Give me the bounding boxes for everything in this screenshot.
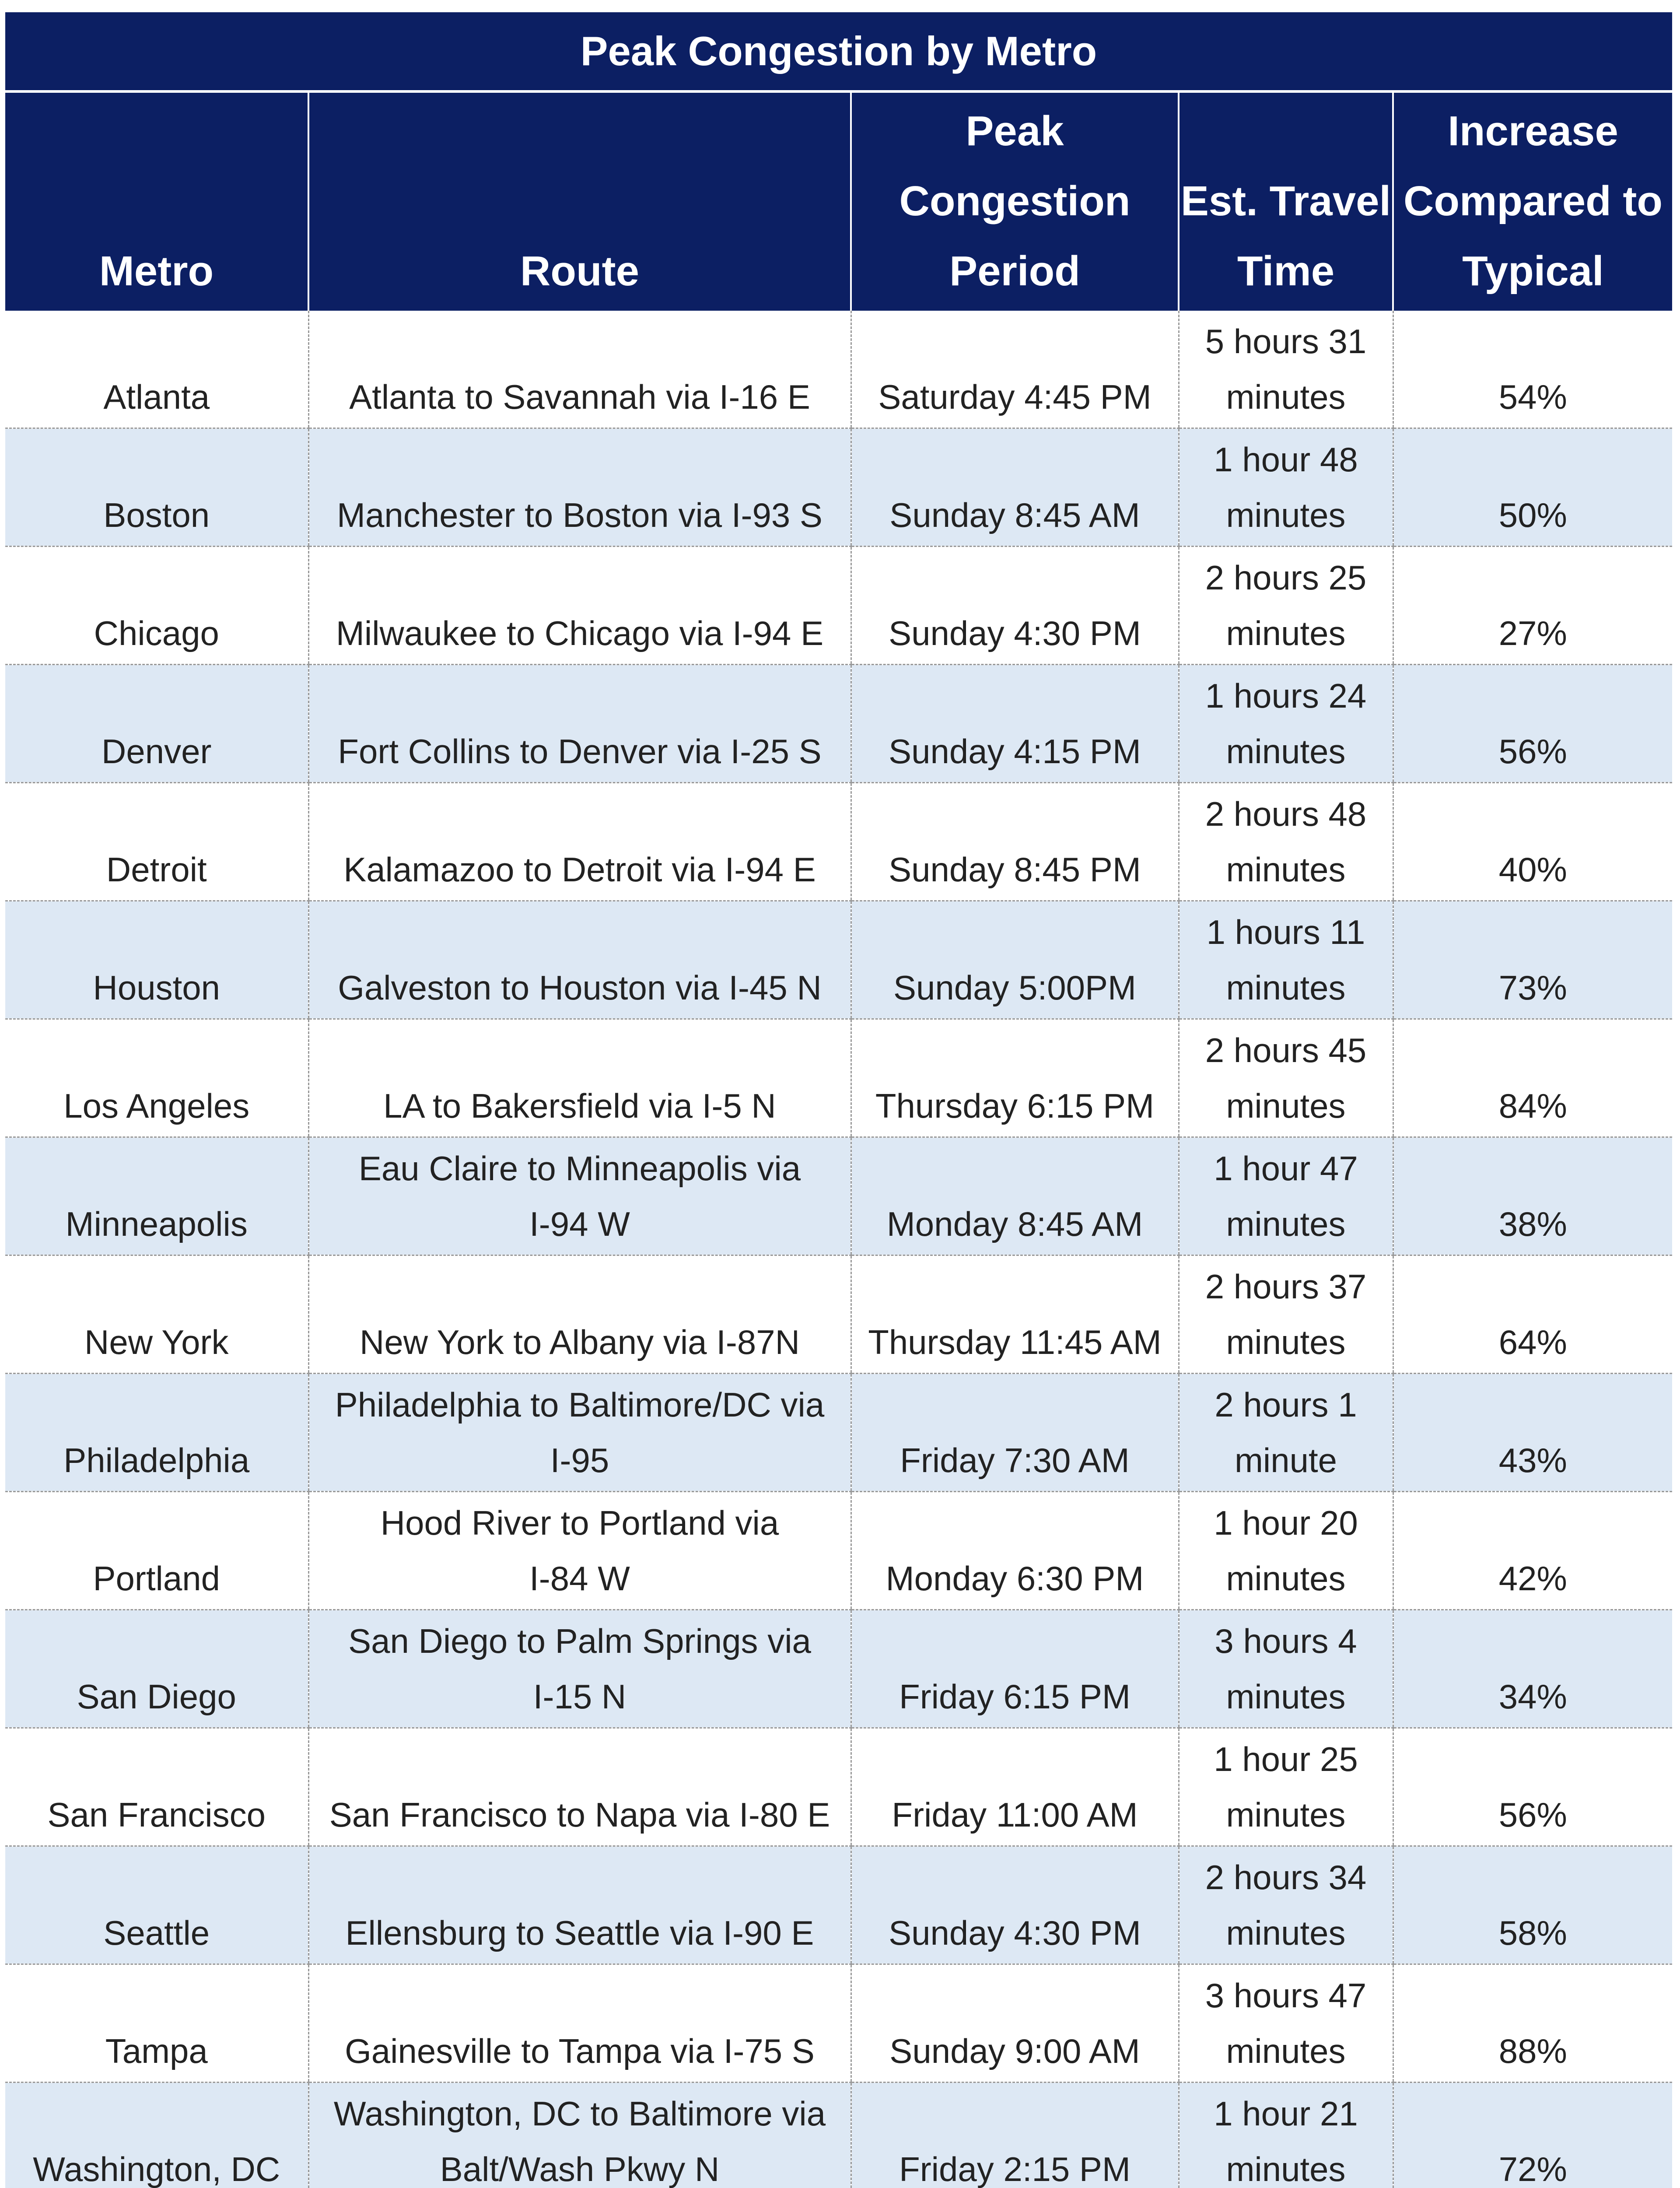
table-row	[5, 901, 1672, 1019]
cell-increase	[1393, 1846, 1672, 1964]
table-row	[5, 1137, 1672, 1255]
cell-increase	[1393, 1374, 1672, 1492]
travel-time-text: minutes	[1180, 369, 1393, 425]
travel-time-text: 2 hours 34	[1180, 1850, 1393, 1905]
cell-metro	[5, 1019, 308, 1137]
metro-text: San Diego	[5, 1669, 308, 1725]
table-row	[5, 311, 1672, 428]
period-text: Thursday 11:45 AM	[852, 1315, 1178, 1370]
increase-text: 50%	[1394, 487, 1673, 543]
period-text: Sunday 4:30 PM	[852, 1905, 1178, 1961]
cell-travel-time	[1179, 428, 1393, 547]
cell-increase	[1393, 1019, 1672, 1137]
increase-text: 43%	[1394, 1433, 1673, 1488]
travel-time-text: 3 hours 47	[1180, 1968, 1393, 2023]
route-text: New York to Albany via I-87N	[309, 1315, 850, 1370]
cell-metro	[5, 547, 308, 665]
cell-travel-time	[1179, 1019, 1393, 1137]
travel-time-text: minutes	[1180, 960, 1393, 1016]
header-period-line: Period	[949, 248, 1080, 295]
metro-text: Houston	[5, 960, 308, 1016]
cell-increase	[1393, 547, 1672, 665]
period-text: Friday 2:15 PM	[852, 2142, 1178, 2188]
cell-travel-time	[1179, 665, 1393, 783]
route-text: Milwaukee to Chicago via I-94 E	[309, 606, 850, 661]
route-text: Atlanta to Savannah via I-16 E	[309, 369, 850, 425]
cell-route	[308, 1137, 851, 1255]
cell-travel-time	[1179, 1846, 1393, 1964]
table-row	[5, 1255, 1672, 1374]
table-row	[5, 1964, 1672, 2083]
cell-travel-time	[1179, 783, 1393, 901]
cell-travel-time	[1179, 901, 1393, 1019]
route-text: Balt/Wash Pkwy N	[309, 2142, 850, 2188]
period-text: Thursday 6:15 PM	[852, 1078, 1178, 1134]
cell-route	[308, 1728, 851, 1846]
cell-increase	[1393, 1255, 1672, 1374]
cell-route	[308, 1492, 851, 1610]
table-row	[5, 1019, 1672, 1137]
period-text: Friday 6:15 PM	[852, 1669, 1178, 1725]
travel-time-text: 2 hours 25	[1180, 550, 1393, 606]
metro-text: Los Angeles	[5, 1078, 308, 1134]
route-text: Ellensburg to Seattle via I-90 E	[309, 1905, 850, 1961]
cell-metro	[5, 1374, 308, 1492]
travel-time-text: minutes	[1180, 2142, 1393, 2188]
table-row	[5, 1374, 1672, 1492]
increase-text: 42%	[1394, 1551, 1673, 1606]
metro-text: Tampa	[5, 2023, 308, 2079]
cell-increase	[1393, 1728, 1672, 1846]
table-row	[5, 1728, 1672, 1846]
cell-travel-time	[1179, 1610, 1393, 1728]
increase-text: 54%	[1394, 369, 1673, 425]
table-title-row	[5, 12, 1672, 91]
cell-metro	[5, 901, 308, 1019]
route-text: Kalamazoo to Detroit via I-94 E	[309, 842, 850, 898]
metro-text: San Francisco	[5, 1787, 308, 1843]
cell-travel-time	[1179, 1255, 1393, 1374]
cell-metro	[5, 1610, 308, 1728]
cell-metro	[5, 1728, 308, 1846]
travel-time-text: 3 hours 4	[1180, 1613, 1393, 1669]
travel-time-text: 1 hours 24	[1180, 668, 1393, 724]
cell-route	[308, 1964, 851, 2083]
cell-increase	[1393, 783, 1672, 901]
travel-time-text: 5 hours 31	[1180, 314, 1393, 369]
header-period	[851, 91, 1179, 311]
cell-increase	[1393, 1492, 1672, 1610]
cell-increase	[1393, 2083, 1672, 2188]
route-text: San Diego to Palm Springs via	[309, 1613, 850, 1669]
cell-period	[851, 1728, 1179, 1846]
header-increase	[1393, 91, 1672, 311]
cell-route	[308, 1610, 851, 1728]
cell-period	[851, 2083, 1179, 2188]
route-text: Manchester to Boston via I-93 S	[309, 487, 850, 543]
table-row	[5, 428, 1672, 547]
travel-time-text: minutes	[1180, 842, 1393, 898]
cell-route	[308, 665, 851, 783]
increase-text: 56%	[1394, 1787, 1673, 1843]
period-text: Monday 6:30 PM	[852, 1551, 1178, 1606]
metro-text: Portland	[5, 1551, 308, 1606]
metro-text: Atlanta	[5, 369, 308, 425]
travel-time-text: 2 hours 1	[1180, 1377, 1393, 1433]
travel-time-text: minutes	[1180, 1078, 1393, 1134]
route-text: I-84 W	[309, 1551, 850, 1606]
header-travel-time-line: Est.	[1181, 178, 1258, 224]
travel-time-text: minutes	[1180, 1551, 1393, 1606]
travel-time-text: minutes	[1180, 487, 1393, 543]
table-row	[5, 1846, 1672, 1964]
route-text: Galveston to Houston via I-45 N	[309, 960, 850, 1016]
metro-text: Seattle	[5, 1905, 308, 1961]
cell-period	[851, 547, 1179, 665]
metro-text: Boston	[5, 487, 308, 543]
cell-increase	[1393, 665, 1672, 783]
header-increase-line: Compared to	[1404, 178, 1662, 224]
cell-period	[851, 783, 1179, 901]
cell-metro	[5, 783, 308, 901]
table-row	[5, 665, 1672, 783]
period-text: Sunday 8:45 AM	[852, 487, 1178, 543]
increase-text: 73%	[1394, 960, 1673, 1016]
table-row	[5, 1492, 1672, 1610]
travel-time-text: minutes	[1180, 1905, 1393, 1961]
cell-period	[851, 428, 1179, 547]
travel-time-text: 1 hour 48	[1180, 432, 1393, 487]
period-text: Sunday 5:00PM	[852, 960, 1178, 1016]
route-text: Philadelphia to Baltimore/DC via	[309, 1377, 850, 1433]
header-period-line: Congestion	[900, 178, 1130, 224]
route-text: Eau Claire to Minneapolis via	[309, 1141, 850, 1196]
cell-increase	[1393, 311, 1672, 428]
congestion-table	[5, 12, 1672, 2188]
increase-text: 88%	[1394, 2023, 1673, 2079]
header-increase-line: Typical	[1462, 248, 1604, 295]
increase-text: 72%	[1394, 2142, 1673, 2188]
increase-text: 38%	[1394, 1196, 1673, 1252]
cell-metro	[5, 2083, 308, 2188]
header-route	[308, 91, 851, 311]
cell-period	[851, 1610, 1179, 1728]
increase-text: 64%	[1394, 1315, 1673, 1370]
header-metro	[5, 91, 308, 311]
table-row	[5, 783, 1672, 901]
cell-period	[851, 1846, 1179, 1964]
travel-time-text: 2 hours 45	[1180, 1023, 1393, 1078]
cell-travel-time	[1179, 1137, 1393, 1255]
increase-text: 56%	[1394, 724, 1673, 779]
cell-metro	[5, 665, 308, 783]
travel-time-text: minute	[1180, 1433, 1393, 1488]
cell-metro	[5, 311, 308, 428]
period-text: Sunday 4:15 PM	[852, 724, 1178, 779]
travel-time-text: 1 hour 47	[1180, 1141, 1393, 1196]
metro-text: Washington, DC	[5, 2142, 308, 2188]
header-travel-time-line: Time	[1237, 248, 1334, 295]
cell-metro	[5, 1964, 308, 2083]
route-text: I-15 N	[309, 1669, 850, 1725]
cell-route	[308, 1019, 851, 1137]
increase-text: 84%	[1394, 1078, 1673, 1134]
cell-period	[851, 901, 1179, 1019]
cell-travel-time	[1179, 1964, 1393, 2083]
cell-route	[308, 1846, 851, 1964]
metro-text: Denver	[5, 724, 308, 779]
cell-period	[851, 311, 1179, 428]
cell-route	[308, 901, 851, 1019]
period-text: Saturday 4:45 PM	[852, 369, 1178, 425]
cell-increase	[1393, 428, 1672, 547]
table-row	[5, 2083, 1672, 2188]
cell-period	[851, 1964, 1179, 2083]
cell-increase	[1393, 1137, 1672, 1255]
travel-time-text: minutes	[1180, 1669, 1393, 1725]
cell-route	[308, 311, 851, 428]
period-text: Monday 8:45 AM	[852, 1196, 1178, 1252]
route-text: LA to Bakersfield via I-5 N	[309, 1078, 850, 1134]
cell-period	[851, 1255, 1179, 1374]
travel-time-text: minutes	[1180, 1196, 1393, 1252]
cell-increase	[1393, 1610, 1672, 1728]
route-text: San Francisco to Napa via I-80 E	[309, 1787, 850, 1843]
cell-period	[851, 1019, 1179, 1137]
table-row	[5, 547, 1672, 665]
cell-metro	[5, 1137, 308, 1255]
cell-route	[308, 1255, 851, 1374]
travel-time-text: 2 hours 48	[1180, 786, 1393, 842]
cell-route	[308, 783, 851, 901]
route-text: I-94 W	[309, 1196, 850, 1252]
congestion-sheet	[5, 12, 1672, 2188]
route-text: Hood River to Portland via	[309, 1495, 850, 1551]
cell-route	[308, 1374, 851, 1492]
cell-route	[308, 547, 851, 665]
header-period-line: Peak	[966, 108, 1064, 154]
increase-text: 40%	[1394, 842, 1673, 898]
metro-text: Detroit	[5, 842, 308, 898]
increase-text: 34%	[1394, 1669, 1673, 1725]
table-title: Peak Congestion by Metro	[5, 12, 1672, 91]
cell-travel-time	[1179, 1492, 1393, 1610]
travel-time-text: minutes	[1180, 1787, 1393, 1843]
cell-travel-time	[1179, 1374, 1393, 1492]
header-increase-line: Increase	[1448, 108, 1618, 154]
travel-time-text: 2 hours 37	[1180, 1259, 1393, 1315]
cell-period	[851, 1492, 1179, 1610]
travel-time-text: minutes	[1180, 606, 1393, 661]
header-metro-line: Metro	[99, 248, 214, 295]
travel-time-text: 1 hour 21	[1180, 2086, 1393, 2142]
cell-period	[851, 1137, 1179, 1255]
travel-time-text: 1 hour 25	[1180, 1732, 1393, 1787]
increase-text: 27%	[1394, 606, 1673, 661]
route-text: Gainesville to Tampa via I-75 S	[309, 2023, 850, 2079]
cell-metro	[5, 428, 308, 547]
cell-travel-time	[1179, 1728, 1393, 1846]
cell-metro	[5, 1846, 308, 1964]
period-text: Sunday 4:30 PM	[852, 606, 1178, 661]
metro-text: Philadelphia	[5, 1433, 308, 1488]
route-text: Fort Collins to Denver via I-25 S	[309, 724, 850, 779]
cell-travel-time	[1179, 2083, 1393, 2188]
metro-text: Minneapolis	[5, 1196, 308, 1252]
travel-time-text: minutes	[1180, 724, 1393, 779]
metro-text: New York	[5, 1315, 308, 1370]
period-text: Friday 11:00 AM	[852, 1787, 1178, 1843]
cell-travel-time	[1179, 547, 1393, 665]
travel-time-text: minutes	[1180, 1315, 1393, 1370]
cell-metro	[5, 1492, 308, 1610]
cell-route	[308, 428, 851, 547]
increase-text: 58%	[1394, 1905, 1673, 1961]
table-row	[5, 1610, 1672, 1728]
cell-increase	[1393, 901, 1672, 1019]
cell-period	[851, 1374, 1179, 1492]
travel-time-text: minutes	[1180, 2023, 1393, 2079]
cell-route	[308, 2083, 851, 2188]
period-text: Friday 7:30 AM	[852, 1433, 1178, 1488]
travel-time-text: 1 hour 20	[1180, 1495, 1393, 1551]
header-travel-time	[1179, 91, 1393, 311]
period-text: Sunday 8:45 PM	[852, 842, 1178, 898]
cell-metro	[5, 1255, 308, 1374]
header-row	[5, 91, 1672, 311]
header-travel-time-line: Travel	[1270, 178, 1391, 224]
header-route-line: Route	[520, 248, 639, 295]
route-text: Washington, DC to Baltimore via	[309, 2086, 850, 2142]
cell-increase	[1393, 1964, 1672, 2083]
metro-text: Chicago	[5, 606, 308, 661]
table-body	[5, 311, 1672, 2188]
travel-time-text: 1 hours 11	[1180, 905, 1393, 960]
route-text: I-95	[309, 1433, 850, 1488]
cell-period	[851, 665, 1179, 783]
cell-travel-time	[1179, 311, 1393, 428]
period-text: Sunday 9:00 AM	[852, 2023, 1178, 2079]
